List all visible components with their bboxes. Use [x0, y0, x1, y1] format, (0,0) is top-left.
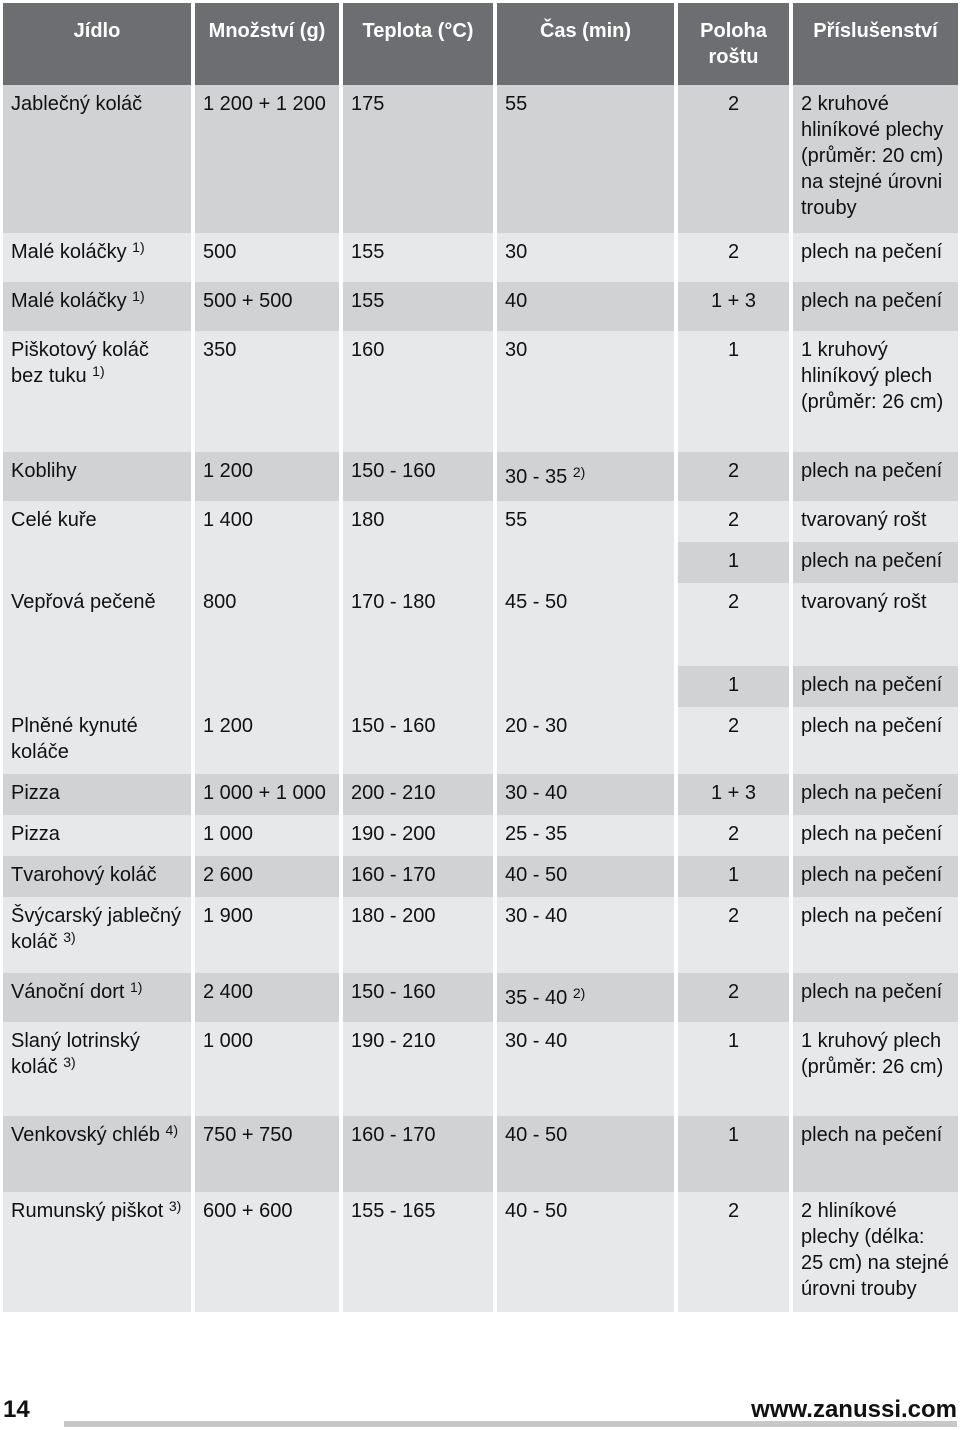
table-subrow	[3, 666, 958, 707]
amount-cell: 2 600	[195, 856, 339, 897]
food-cell	[3, 1192, 191, 1312]
accessory-cell: plech na pečení	[793, 707, 958, 774]
food-cell	[3, 815, 191, 856]
temp-cell: 160 - 170	[343, 856, 493, 897]
position-cell: 2	[678, 815, 789, 856]
time-value: 25 - 35	[505, 823, 568, 845]
position-cell: 2	[678, 707, 789, 774]
temp-cell: 160 - 170	[343, 1116, 493, 1192]
accessory-cell: plech na pečení	[793, 452, 958, 501]
time-value: 55	[505, 93, 528, 115]
accessory-cell: 2 kruhové hliníkové plechy (průměr: 20 cm) na stejné úrovni trouby	[793, 85, 958, 233]
col-header-amount: Množství (g)	[195, 3, 339, 85]
table-subrow	[3, 542, 958, 583]
food-name: Slaný lotrinský koláč	[11, 1030, 140, 1078]
time-cell	[497, 501, 674, 542]
food-name: Piškotový koláč bez tuku	[11, 339, 149, 387]
footnote-mark: 3)	[63, 1054, 76, 1070]
accessory-cell: 1 kruhový hliníkový plech (průměr: 26 cm)	[793, 331, 958, 452]
food-name: Celé kuře	[11, 509, 97, 531]
empty-cell	[3, 666, 191, 707]
temp-cell: 190 - 200	[343, 815, 493, 856]
table-row	[3, 973, 958, 1022]
position-cell: 2	[678, 897, 789, 973]
accessory-cell: plech na pečení	[793, 282, 958, 331]
table-row	[3, 856, 958, 897]
time-value: 40 - 50	[505, 864, 568, 886]
temp-cell: 155	[343, 233, 493, 282]
amount-cell: 800	[195, 583, 339, 666]
position-cell: 1	[678, 542, 789, 583]
food-cell	[3, 85, 191, 233]
table-row	[3, 1116, 958, 1192]
food-name: Plněné kynuté koláče	[11, 715, 138, 763]
accessory-cell: plech na pečení	[793, 542, 958, 583]
empty-cell	[497, 666, 674, 707]
time-value: 40 - 50	[505, 1200, 568, 1222]
footnote-mark: 1)	[92, 363, 105, 379]
accessory-cell: plech na pečení	[793, 666, 958, 707]
col-header-position: Poloha roštu	[678, 3, 789, 85]
amount-cell: 1 000	[195, 1022, 339, 1116]
amount-cell: 600 + 600	[195, 1192, 339, 1312]
table-row	[3, 897, 958, 973]
table-row	[3, 707, 958, 774]
footnote-mark: 1)	[132, 239, 145, 255]
footer-website: www.zanussi.com	[751, 1396, 957, 1423]
col-header-time: Čas (min)	[497, 3, 674, 85]
accessory-cell: plech na pečení	[793, 1116, 958, 1192]
food-cell	[3, 282, 191, 331]
amount-cell: 350	[195, 331, 339, 452]
food-cell	[3, 774, 191, 815]
time-cell	[497, 815, 674, 856]
amount-cell: 2 400	[195, 973, 339, 1022]
food-name: Jablečný koláč	[11, 93, 143, 115]
amount-cell: 1 200	[195, 452, 339, 501]
position-cell: 1 + 3	[678, 774, 789, 815]
food-name: Švýcarský jablečný koláč	[11, 905, 182, 953]
accessory-cell: plech na pečení	[793, 815, 958, 856]
table-row	[3, 85, 958, 233]
footnote-mark: 2)	[572, 464, 586, 480]
time-cell	[497, 282, 674, 331]
temp-cell: 150 - 160	[343, 452, 493, 501]
position-cell: 1	[678, 1022, 789, 1116]
col-header-accessory: Příslušenství	[793, 3, 958, 85]
temp-cell: 175	[343, 85, 493, 233]
table-row	[3, 774, 958, 815]
temp-cell: 190 - 210	[343, 1022, 493, 1116]
temp-cell: 160	[343, 331, 493, 452]
time-cell	[497, 1022, 674, 1116]
time-cell	[497, 85, 674, 233]
table-row	[3, 1022, 958, 1116]
temp-cell: 155	[343, 282, 493, 331]
accessory-cell: 2 hliníkové plechy (délka: 25 cm) na stejné úrovni trouby	[793, 1192, 958, 1312]
food-cell	[3, 1116, 191, 1192]
amount-cell: 1 200 + 1 200	[195, 85, 339, 233]
table-row	[3, 1192, 958, 1312]
position-cell: 1	[678, 331, 789, 452]
food-name: Koblihy	[11, 460, 77, 482]
amount-cell: 750 + 750	[195, 1116, 339, 1192]
table-row	[3, 815, 958, 856]
amount-cell: 1 400	[195, 501, 339, 542]
time-value: 30 - 35	[505, 466, 568, 488]
page-number: 14	[3, 1396, 30, 1423]
accessory-cell: plech na pečení	[793, 856, 958, 897]
accessory-cell: plech na pečení	[793, 973, 958, 1022]
footnote-mark: 2)	[572, 985, 586, 1001]
amount-cell: 1 200	[195, 707, 339, 774]
time-cell	[497, 1192, 674, 1312]
amount-cell: 1 900	[195, 897, 339, 973]
table-row	[3, 501, 958, 542]
empty-cell	[195, 666, 339, 707]
position-cell: 1 + 3	[678, 282, 789, 331]
time-cell	[497, 583, 674, 666]
accessory-cell: plech na pečení	[793, 233, 958, 282]
time-cell	[497, 707, 674, 774]
position-cell: 2	[678, 501, 789, 542]
food-cell	[3, 501, 191, 542]
time-cell	[497, 897, 674, 973]
temp-cell: 150 - 160	[343, 973, 493, 1022]
temp-cell: 180 - 200	[343, 897, 493, 973]
empty-cell	[195, 542, 339, 583]
time-value: 45 - 50	[505, 591, 568, 613]
footnote-mark: 1)	[129, 979, 143, 995]
time-cell	[497, 331, 674, 452]
col-header-food: Jídlo	[3, 3, 191, 85]
amount-cell: 500	[195, 233, 339, 282]
time-cell	[497, 233, 674, 282]
empty-cell	[497, 542, 674, 583]
temp-cell: 200 - 210	[343, 774, 493, 815]
table-row	[3, 233, 958, 282]
time-value: 40	[505, 290, 528, 312]
amount-cell: 1 000	[195, 815, 339, 856]
amount-cell: 1 000 + 1 000	[195, 774, 339, 815]
empty-cell	[343, 666, 493, 707]
temp-cell: 155 - 165	[343, 1192, 493, 1312]
table-body	[3, 85, 958, 1312]
footnote-mark: 3)	[63, 929, 76, 945]
time-cell	[497, 973, 674, 1022]
temp-cell: 180	[343, 501, 493, 542]
time-cell	[497, 452, 674, 501]
footnote-mark: 1)	[132, 288, 145, 304]
empty-cell	[343, 542, 493, 583]
food-cell	[3, 1022, 191, 1116]
food-cell	[3, 897, 191, 973]
accessory-cell: 1 kruhový plech (průměr: 26 cm)	[793, 1022, 958, 1116]
food-cell	[3, 973, 191, 1022]
time-cell	[497, 774, 674, 815]
accessory-cell: plech na pečení	[793, 897, 958, 973]
empty-cell	[3, 542, 191, 583]
food-cell	[3, 331, 191, 452]
table-row	[3, 282, 958, 331]
food-cell	[3, 583, 191, 666]
footnote-mark: 3)	[168, 1198, 182, 1214]
food-name: Malé koláčky	[11, 241, 127, 263]
table-row	[3, 331, 958, 452]
time-value: 30	[505, 339, 528, 361]
time-value: 30 - 40	[505, 782, 568, 804]
food-name: Malé koláčky	[11, 290, 127, 312]
header-row	[3, 3, 958, 85]
position-cell: 1	[678, 1116, 789, 1192]
position-cell: 1	[678, 666, 789, 707]
food-cell	[3, 233, 191, 282]
temp-cell: 170 - 180	[343, 583, 493, 666]
time-value: 30	[505, 241, 528, 263]
time-value: 55	[505, 509, 528, 531]
food-name: Pizza	[11, 782, 60, 804]
food-cell	[3, 856, 191, 897]
time-value: 40 - 50	[505, 1124, 568, 1146]
position-cell: 2	[678, 233, 789, 282]
food-name: Tvarohový koláč	[11, 864, 157, 886]
time-cell	[497, 1116, 674, 1192]
amount-cell: 500 + 500	[195, 282, 339, 331]
time-value: 30 - 40	[505, 1030, 568, 1052]
accessory-cell: tvarovaný rošt	[793, 501, 958, 542]
food-name: Venkovský chléb	[11, 1124, 160, 1146]
footnote-mark: 4)	[165, 1122, 178, 1138]
accessory-cell: plech na pečení	[793, 774, 958, 815]
position-cell: 2	[678, 1192, 789, 1312]
time-value: 30 - 40	[505, 905, 568, 927]
position-cell: 2	[678, 973, 789, 1022]
col-header-temp: Teplota (°C)	[343, 3, 493, 85]
position-cell: 1	[678, 856, 789, 897]
table-row	[3, 452, 958, 501]
food-name: Vánoční dort	[11, 981, 125, 1003]
baking-table	[0, 3, 960, 1312]
position-cell: 2	[678, 452, 789, 501]
time-cell	[497, 856, 674, 897]
table-row	[3, 583, 958, 666]
position-cell: 2	[678, 85, 789, 233]
food-name: Vepřová pečeně	[11, 591, 156, 613]
accessory-cell: tvarovaný rošt	[793, 583, 958, 666]
time-value: 20 - 30	[505, 715, 568, 737]
position-cell: 2	[678, 583, 789, 666]
time-value: 35 - 40	[505, 987, 568, 1009]
temp-cell: 150 - 160	[343, 707, 493, 774]
food-name: Pizza	[11, 823, 60, 845]
food-cell	[3, 452, 191, 501]
food-name: Rumunský piškot	[11, 1200, 164, 1222]
food-cell	[3, 707, 191, 774]
